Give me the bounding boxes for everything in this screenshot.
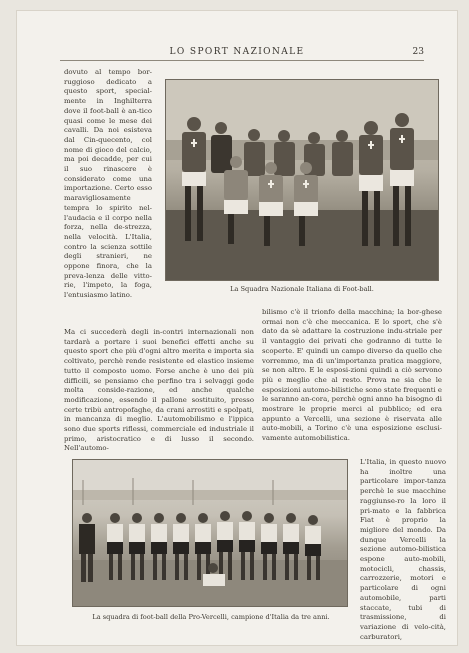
article-paragraph: bilismo c'è il trionfo della macchina; la bor-ghese ormai non c'è che meccanica. E lo sport, che s'è dato da sè adattare la costruzione indu-striale per il vantaggio dei privati che godranno di tutte le scoperte. E' quindi un campo diverso da quello che vorremmo, ma di un'importanza pratica maggiore, se non altro. E le esposi-zioni quindi a ciò servono più e meglio che al resto. Prova ne sia che le esposizioni automo-bilistiche sono state frequenti e le saranno an-cora, perchè ogni anno ha bisogno di mostrare le proprie merci al pubblico; ed era appunto a Vercelli, una sezione è riservata alle auto-mobili, a Torino c'è una esposizione esclusi-vamente automobilistica. — [262, 308, 442, 443]
article-text-right-bottom — [360, 458, 446, 641]
national-team-photo — [166, 80, 438, 280]
running-head: LO SPORT NAZIONALE — [169, 47, 305, 57]
magazine-page — [16, 10, 458, 646]
pro-vercelli-photo — [73, 460, 347, 606]
national-team-caption: La Squadra Nazionale Italiana di Foot-ball. — [230, 285, 374, 293]
page-number: 23 — [412, 47, 424, 57]
national-team-illustration — [166, 80, 438, 280]
pro-vercelli-illustration — [73, 460, 347, 606]
article-paragraph: Ma ci succederà degli in-contri internazionali non tardarà a portare i suoi benefici effetti anche su questo sport che più d'ogni altro merita e importa sia coltivato, perchè rende resistente ed elastico insieme tutto il composto uomo. Forse anche è uno dei più difficili, se pensiamo che perfino tra i selvaggi gode molta conside-razione, ed anche qualche modificazione, essendo il pallone sostituito, presso certe tribù antropofaghe, da crani arrostiti e spolpati, in mancanza di meglio. L'automobilismo e l'ippica sono due sports riflessi, commerciale ed industriale il primo, aristocratico e di lusso il secondo. Nell'automo- — [64, 328, 254, 453]
header-rule — [60, 60, 424, 61]
article-text-left-mid — [64, 328, 254, 458]
article-paragraph: dovuto al tempo bor-ruggioso dedicato a questo sport, special-mente in Inghilterra dove il foot-ball è an-tico quasi come le mese dei cavalli. Da noi esisteva dal Cin-quecento, col nome di gioco del calcio, ma poi decadde, per cui il suo rinascere è considerato come una importazione. Certo esso maravigliosamente tempra lo spirito nel-l'audacia e il corpo nella forza, nella de-strezza, nella velocità. L'Italia, contro la scienza sottile degli stranieri, ne oppone finora, che la preva-lenza delle vitto-rie, l'impeto, la foga, l'entusiasmo latino. — [64, 68, 152, 300]
article-paragraph: L'Italia, in questo nuovo ha inoltre una particolare impor-tanza perchè le sue macchine raggiunse-ro la loro il pri-mato e la fabbrica Fiat è proprio la migliore del mondo. Da dunque Vercelli la sezione automo-bilistica espone auto-mobili, motocicli, chassis, carrozzerie, motori e particolare di ogni automobile, parti staccate, tubi di trasmissione, di variazione di velo-cità, carburatori, — [360, 458, 446, 641]
article-text-right-mid — [262, 308, 442, 458]
pro-vercelli-caption: La squadra di foot-ball della Pro-Vercelli, campione d'Italia da tre anni. — [92, 613, 330, 621]
